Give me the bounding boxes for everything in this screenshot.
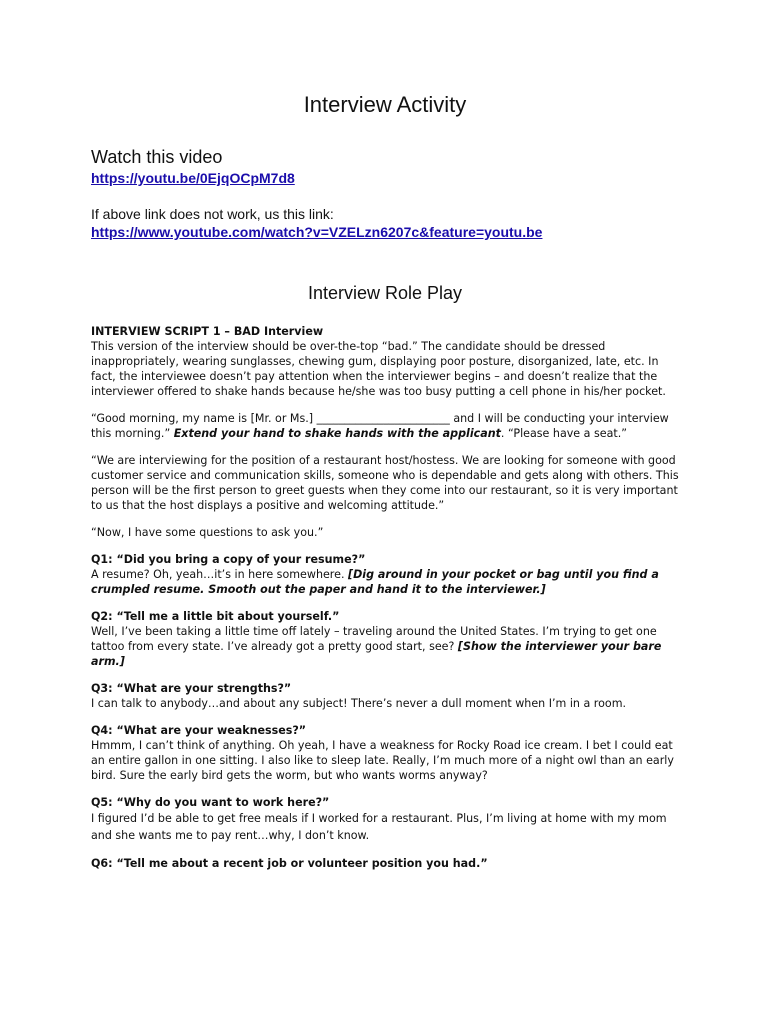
script-heading: INTERVIEW SCRIPT 1 – BAD Interview	[91, 325, 324, 338]
fallback-link-label: If above link does not work, us this link:	[91, 206, 334, 222]
answer-2	[91, 624, 681, 669]
answer-2-text: Well, I’ve been taking a little time off lately – traveling around the United States. I’m trying to get one tattoo from every state. I’ve already got a pretty good start, see?	[91, 625, 657, 653]
answer-1	[91, 567, 681, 597]
position-paragraph: “We are interviewing for the position of a restaurant host/hostess. We are looking for someone with good customer service and communication skills, someone who is dependable and gets along with others. This person will be the first person to greet guests when they come into our restaurant, so it is very important to us that the host displays a positive and welcoming attitude.”	[91, 454, 679, 512]
page-title: Interview Activity	[303, 92, 467, 117]
section-title: Interview Role Play	[307, 283, 463, 303]
answer-2-stage-direction: [Show the interviewer your bare arm.]	[91, 640, 662, 668]
answer-4: Hmmm, I can’t think of anything. Oh yeah, I have a weakness for Rocky Road ice cream. I bet I could eat an entire gallon in one sitting. I also like to sleep late. Really, I’m much more of a night owl than an early bird. Sure the early bird gets the worm, but who wants worms anyway?	[91, 739, 674, 782]
question-5: Q5: “Why do you want to work here?”	[91, 796, 330, 809]
question-4: Q4: “What are your weaknesses?”	[91, 724, 307, 737]
video-link-fallback[interactable]: https://www.youtube.com/watch?v=VZELzn6207c&feature=youtu.be	[91, 224, 543, 240]
greeting-paragraph	[91, 411, 681, 441]
greeting-text: “Good morning, my name is [Mr. or Ms.] ________________________ and I will be conducting your interview this morning.”	[91, 412, 669, 440]
greeting-stage-direction: Extend your hand to shake hands with the applicant	[173, 427, 501, 440]
video-link-primary[interactable]: https://youtu.be/0EjqOCpM7d8	[91, 170, 295, 186]
script-intro: This version of the interview should be over-the-top “bad.” The candidate should be dressed inappropriately, wearing sunglasses, chewing gum, displaying poor posture, disorganized, late, etc. In fact, the interviewee doesn’t pay attention when the interviewer begins – and doesn’t realize that the interviewer offered to shake hands because he/she was too busy putting a cell phone in his/her pocket.	[91, 340, 666, 398]
answer-1-stage-direction: [Dig around in your pocket or bag until you find a crumpled resume. Smooth out the paper and hand it to the interviewer.]	[91, 568, 659, 596]
watch-video-label: Watch this video	[91, 147, 223, 167]
answer-1-text: A resume? Oh, yeah…it’s in here somewhere.	[91, 568, 348, 581]
interview-script	[91, 324, 681, 871]
question-2: Q2: “Tell me a little bit about yourself.”	[91, 610, 340, 623]
greeting-text-end: . “Please have a seat.”	[500, 427, 628, 440]
questions-intro: “Now, I have some questions to ask you.”	[91, 526, 324, 539]
question-1: Q1: “Did you bring a copy of your resume?”	[91, 553, 366, 566]
question-3: Q3: “What are your strengths?”	[91, 682, 292, 695]
answer-3: I can talk to anybody…and about any subject! There’s never a dull moment when I’m in a room.	[91, 697, 627, 710]
answer-5: I figured I’d be able to get free meals if I worked for a restaurant. Plus, I’m living at home with my mom and she wants me to pay rent…why, I don’t know.	[91, 812, 667, 842]
question-6: Q6: “Tell me about a recent job or volunteer position you had.”	[91, 857, 488, 870]
